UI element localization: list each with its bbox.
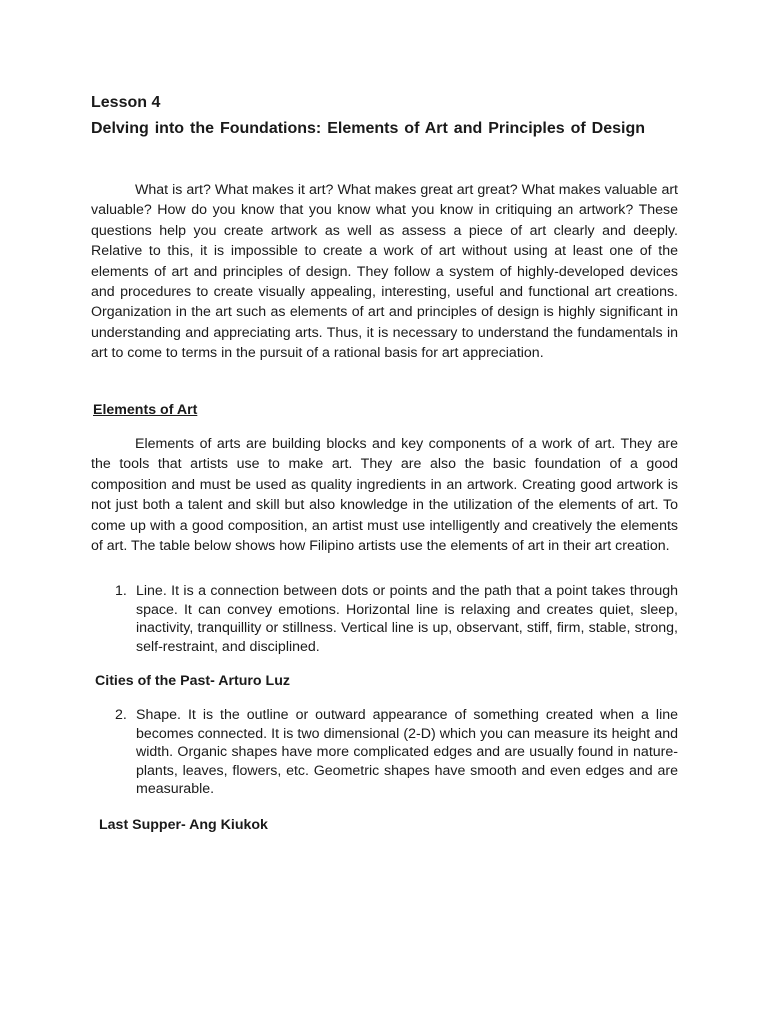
list-text: Line. It is a connection between dots or points and the path that a point takes through space. It can convey emotions. Horizontal line is relaxing and creates quiet, sleep, inactivity, tranquillity or stillness. Vertical line is up, observant, stiff, firm, stable, strong, self-restraint, and disciplined.	[136, 583, 678, 655]
intro-paragraph: What is art? What makes it art? What makes great art great? What makes valuable art valuable? How do you know that you know what you know in critiquing an artwork? These questions help you create artwork as well as assess a piece of art clearly and deeply. Relative to this, it is impossible to create a work of art without using at least one of the elements of art and principles of design. They follow a system of highly-developed devices and procedures to create visually appealing, interesting, useful and functional art creations. Organization in the art such as elements of art and principles of design is highly significant in understanding and appreciating arts. Thus, it is necessary to understand the fundamentals in art to come to terms in the pursuit of a rational basis for art appreciation.	[91, 182, 678, 362]
list-item-shape	[115, 706, 678, 799]
section-heading-elements-of-art: Elements of Art	[93, 402, 198, 418]
caption-cities-of-the-past: Cities of the Past- Arturo Luz	[95, 673, 290, 689]
caption-last-supper: Last Supper- Ang Kiukok	[99, 817, 268, 833]
section-paragraph: Elements of arts are building blocks and key components of a work of art. They are the tools that artists use to make art. They are also the basic foundation of a good composition and must be used as quality ingredients in an artwork. Creating good artwork is not just both a talent and skill but also knowledge in the utilization of the elements of art. To come up with a good composition, an artist must use intelligently and creatively the elements of art. The table below shows how Filipino artists use the elements of art in their art creation.	[91, 436, 678, 555]
list-text: Shape. It is the outline or outward appearance of something created when a line becomes connected. It is two dimensional (2-D) which you can measure its height and width. Organic shapes have more complicated edges and are usually found in nature- plants, leaves, flowers, etc. Geometric shapes have smooth and even edges and are measurable.	[136, 707, 678, 797]
list-item-line	[115, 582, 678, 656]
list-number: 2.	[115, 707, 127, 723]
lesson-title: Delving into the Foundations: Elements of Art and Principles of Design	[91, 120, 645, 137]
list-number: 1.	[115, 583, 127, 599]
lesson-number: Lesson 4	[91, 94, 161, 111]
